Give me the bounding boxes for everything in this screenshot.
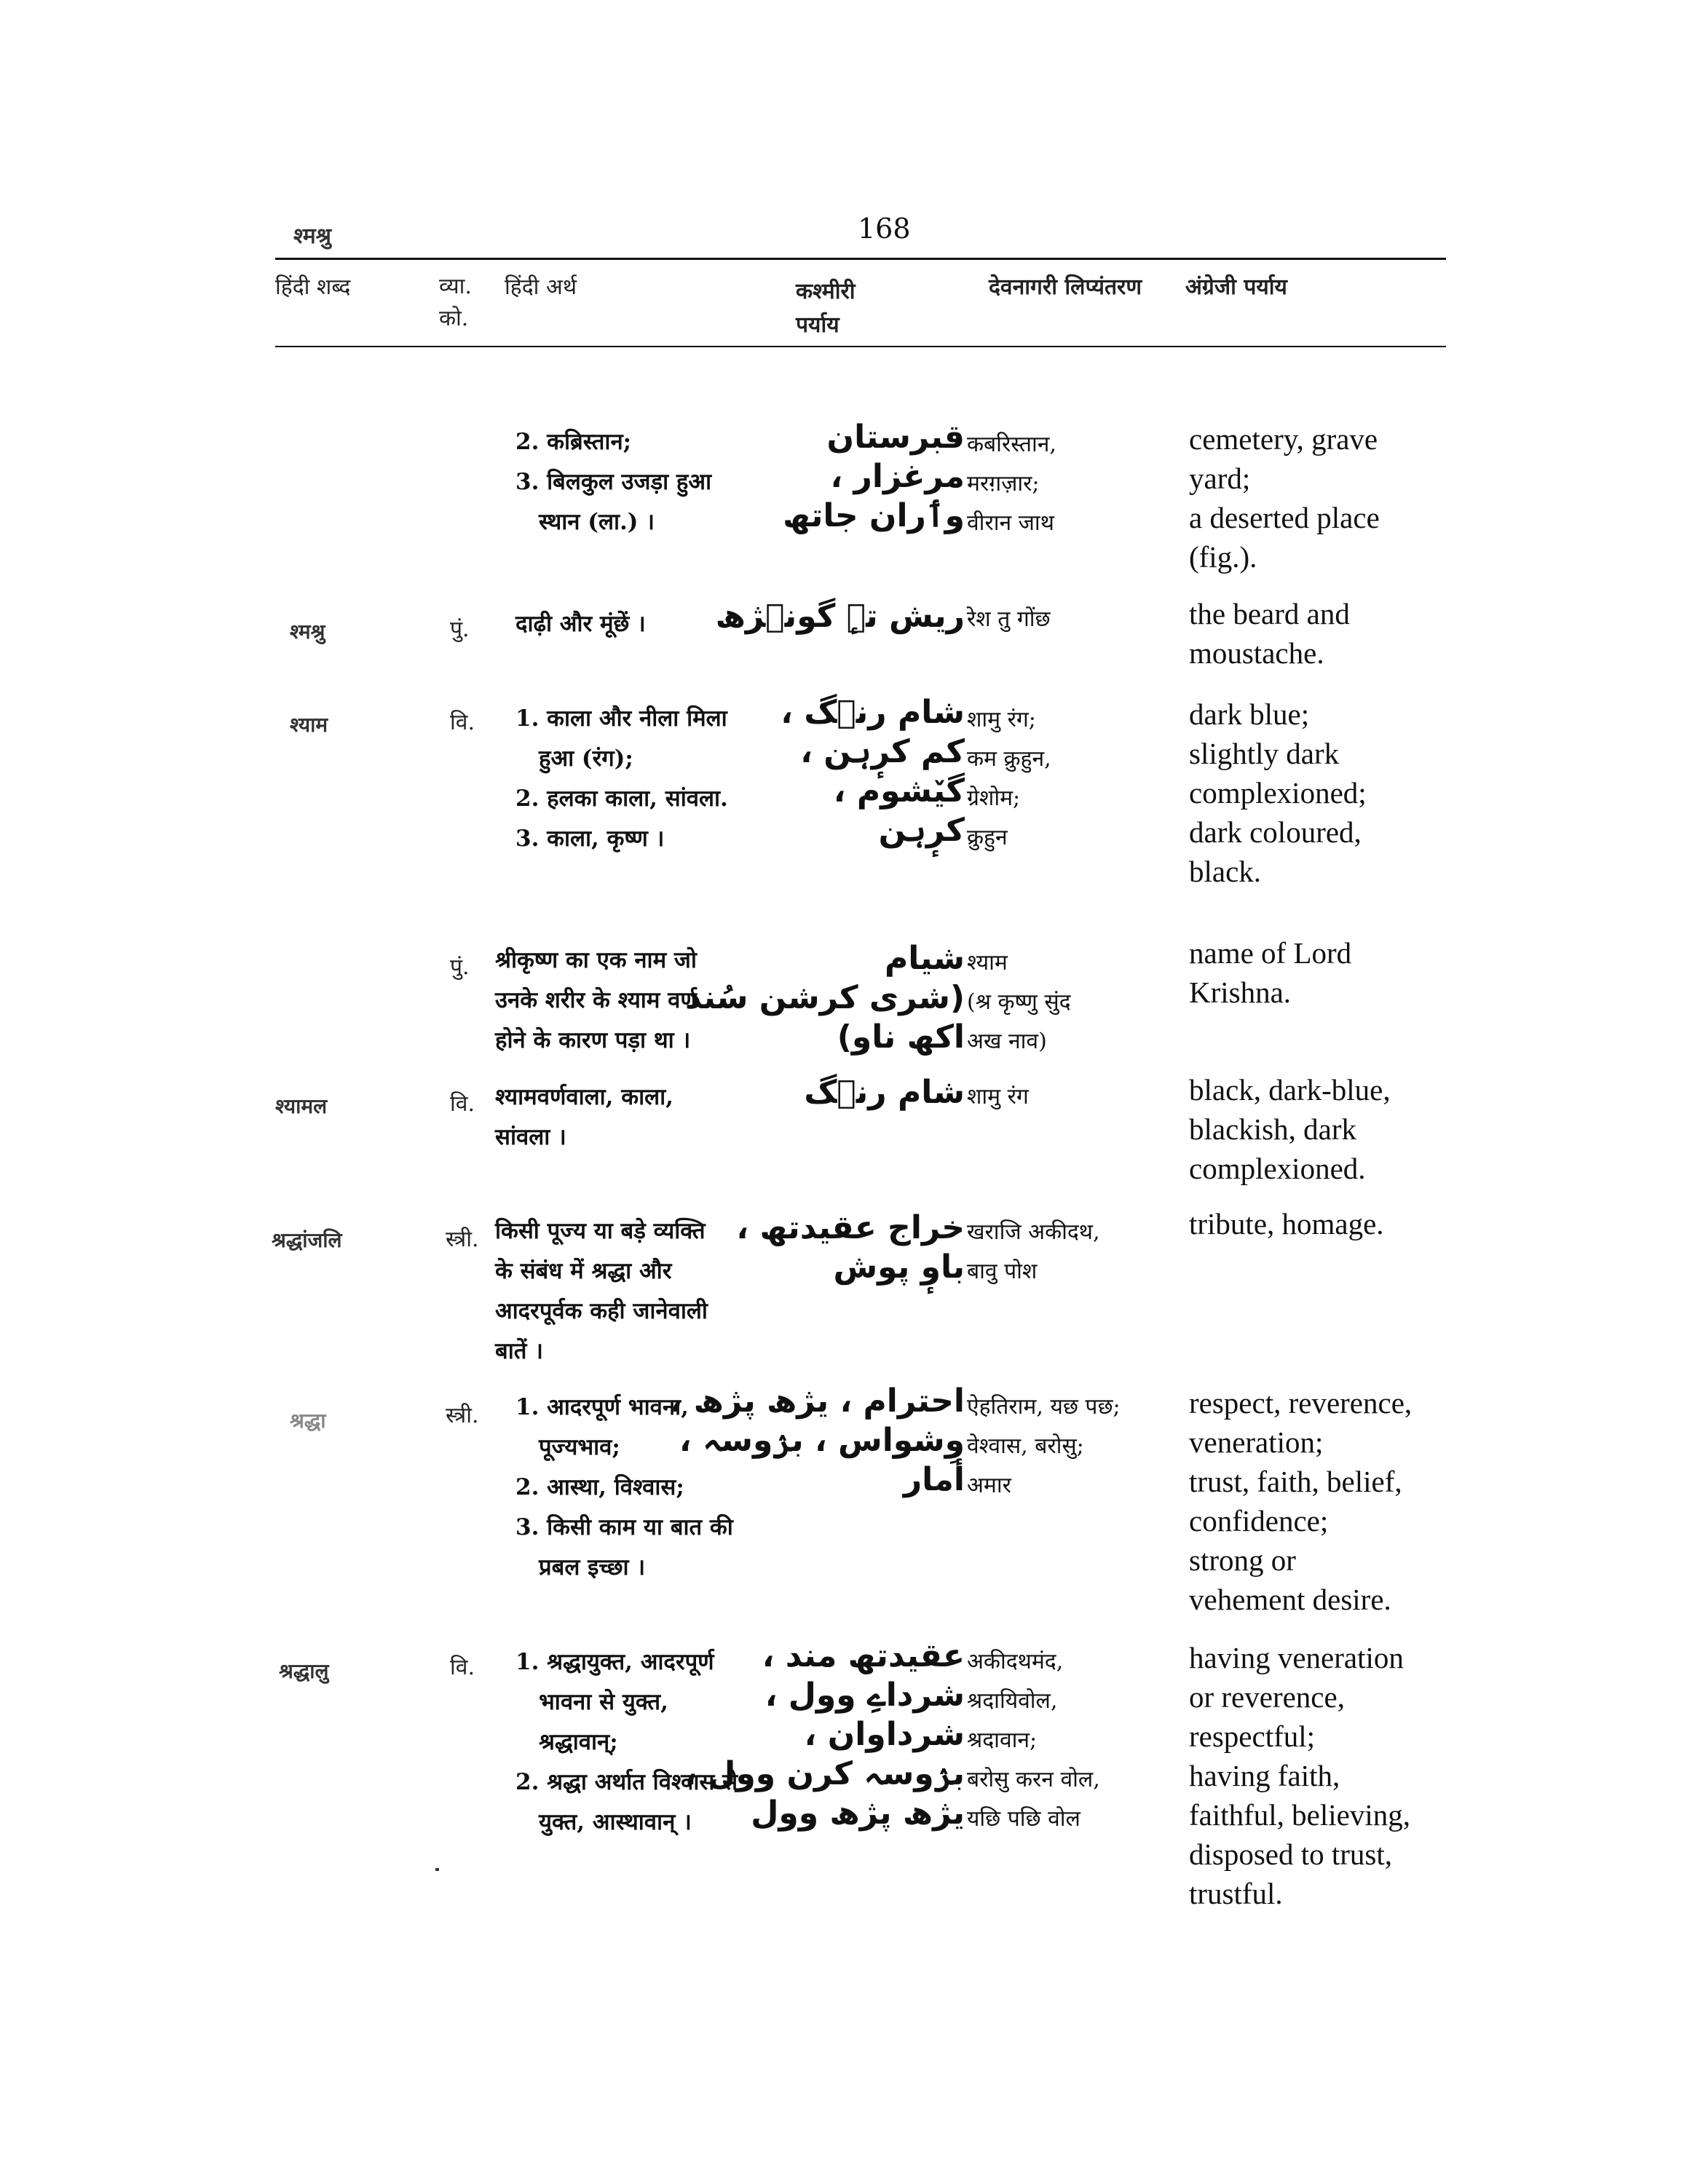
devanagari-transliteration: शामु रंग xyxy=(967,1084,1029,1109)
english-equivalent: black, dark-blue, blackish, dark complexioned. xyxy=(1189,1073,1391,1185)
hindi-meaning: 2. कब्रिस्तान; 3. बिलकुल उजड़ा हुआ स्थान (ला.) । xyxy=(515,429,712,535)
hindi-meaning: 1. आदरपूर्ण भावना, पूज्यभाव; 2. आस्था, विश्वास; 3. किसी काम या बात की प्रबल इच्छा । xyxy=(515,1394,733,1580)
grammar-tag: स्त्री. xyxy=(446,1403,479,1428)
grammar-tag: वि. xyxy=(450,710,475,735)
grammar-tag: पुं. xyxy=(450,954,470,980)
devanagari-transliteration: अकीदथमंद, श्रदायिवोल, श्रदावान; बरोसु करन वोल, यछि पछि वोल xyxy=(967,1649,1100,1832)
english-equivalent: respect, reverence, veneration; trust, faith, belief, confidence; strong or vehement desire. xyxy=(1189,1386,1413,1616)
headword: श्रद्धांजलि xyxy=(272,1228,342,1252)
hindi-meaning: 1. काला और नीला मिला हुआ (रंग); 2. हलका काला, सांवला. 3. काला, कृष्ण । xyxy=(515,705,728,852)
headword: श्रद्धा xyxy=(290,1409,326,1433)
page-number: 168 xyxy=(858,213,911,245)
devanagari-transliteration: रेश तु गोंछ xyxy=(967,606,1051,632)
kashmiri-equivalent: قبرستان مرغزار ، وٲران جاتھ xyxy=(783,419,965,534)
grammar-tag: वि. xyxy=(450,1091,475,1117)
english-equivalent: the beard and moustache. xyxy=(1189,597,1350,670)
hindi-meaning: श्यामवर्णवाला, काला, सांवला । xyxy=(495,1084,673,1150)
devanagari-transliteration: खराजि अकीदथ, बावु पोश xyxy=(967,1219,1100,1284)
kashmiri-equivalent: خراج عقیدتھ ، باوٕ پوش xyxy=(736,1209,965,1286)
headword: श्रद्धालु xyxy=(279,1659,329,1683)
headword: श्याम xyxy=(290,713,328,737)
grammar-tag: स्त्री. xyxy=(446,1227,479,1252)
col-header-hindi-word: हिंदी शब्द xyxy=(275,274,351,300)
col-header-kashmiri: कश्मीरी पर्याय xyxy=(796,279,856,338)
english-equivalent: dark blue; slightly dark complexioned; dark coloured, black. xyxy=(1189,697,1367,888)
english-equivalent: having veneration or reverence, respectful; having faith, faithful, believing, disposed to trust, trustful. xyxy=(1189,1641,1410,1910)
running-head: श्मश्रु xyxy=(293,223,331,249)
header-bottom-rule xyxy=(275,346,1446,347)
kashmiri-equivalent: شام رنٛگ xyxy=(804,1074,965,1111)
english-equivalent: tribute, homage. xyxy=(1189,1207,1384,1241)
col-header-english: अंग्रेजी पर्याय xyxy=(1185,274,1287,300)
grammar-tag: पुं. xyxy=(450,617,470,642)
devanagari-transliteration: ऐहतिराम, यछ पछ; वेश्वास, बरोसु; अमार xyxy=(967,1394,1121,1498)
hindi-meaning: दाढ़ी और मूंछें । xyxy=(515,611,646,637)
col-header-hindi-meaning: हिंदी अर्थ xyxy=(505,274,577,300)
english-equivalent: name of Lord Krishna. xyxy=(1189,936,1352,1009)
grammar-tag: वि. xyxy=(450,1655,475,1680)
english-equivalent: cemetery, grave yard; a deserted place (fig.). xyxy=(1189,422,1380,574)
kashmiri-equivalent: احترام ، یژھ پژھ ، وِشواس ، برٛوسہ ، أمار xyxy=(670,1382,965,1498)
kashmiri-equivalent: عقیدتھ مند ، شرداےِ وول ، شرداوان ، برٛوسہ کرن وول ، یژھ پژھ وول xyxy=(684,1637,965,1832)
headword: श्मश्रु xyxy=(290,620,325,644)
col-header-grammar: व्या. को. xyxy=(439,274,472,331)
hindi-meaning: श्रीकृष्ण का एक नाम जो उनके शरीर के श्याम वर्ण होने के कारण पड़ा था । xyxy=(495,947,697,1053)
col-header-translit: देवनागरी लिप्यंतरण xyxy=(989,274,1142,300)
devanagari-transliteration: कबरिस्तान, मरग़ज़ार; वीरान जाथ xyxy=(967,432,1056,536)
devanagari-transliteration: श्याम (श्र कृष्णु सुंद अख नाव) xyxy=(967,950,1071,1054)
devanagari-transliteration: शामु रंग; कम क्रुहुन, ग्रेशोम; क्रुहुन xyxy=(967,707,1051,850)
kashmiri-equivalent: شام رنٛگ ، کم کرٕہن ، گیٚشوم ، کرٕہن xyxy=(781,694,965,849)
headword: श्यामल xyxy=(275,1094,328,1118)
kashmiri-equivalent: شیام (شری کرشن سُند اکھ ناو) xyxy=(684,940,965,1056)
hindi-meaning: किसी पूज्य या बड़े व्यक्ति के संबंध में श्रद्धा और आदरपूर्वक कही जानेवाली बातें । xyxy=(495,1218,708,1364)
kashmiri-equivalent: ریش تہٕ گونٛژھ xyxy=(715,598,965,635)
top-rule xyxy=(275,258,1446,260)
hindi-meaning: 1. श्रद्धायुक्त, आदरपूर्ण भावना से युक्त, श्रद्धावान्; 2. श्रद्धा अर्थात विश्वास से युक्त, आस्थावान् । xyxy=(515,1649,738,1835)
stray-mark xyxy=(435,1868,439,1871)
